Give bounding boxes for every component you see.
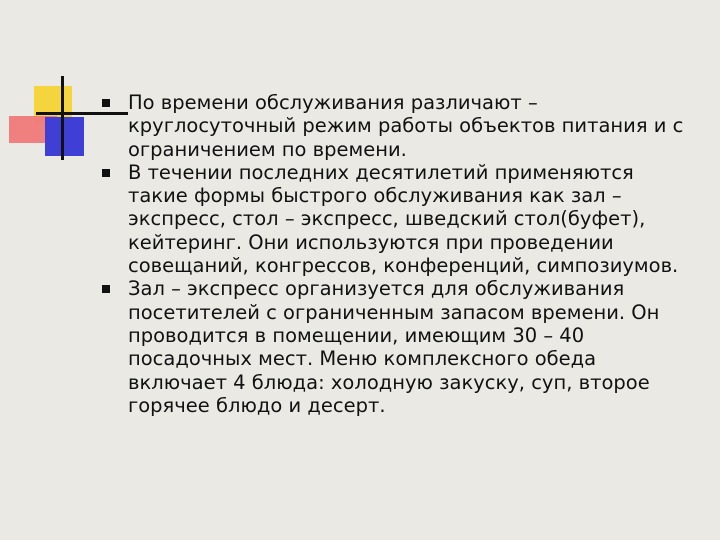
bullet-item bbox=[102, 277, 698, 417]
square-bullet-icon bbox=[102, 169, 110, 177]
blue-square bbox=[45, 117, 84, 156]
bullet-item bbox=[102, 161, 698, 277]
vertical-line bbox=[61, 76, 64, 160]
square-bullet-icon bbox=[102, 99, 110, 107]
bullet-text: Зал – экспресс организуется для обслуживания посетителей с ограниченным запасом времени. Он проводится в помещении, имеющим 30 – 40 посадочных мест. Меню комплексного обеда включает 4 блюда: холодную закуску, суп, второе горячее блюдо и десерт. bbox=[128, 277, 660, 417]
bullet-list bbox=[102, 91, 698, 417]
bullet-item bbox=[102, 91, 698, 161]
square-bullet-icon bbox=[102, 285, 110, 293]
bullet-text: В течении последних десятилетий применяются такие формы быстрого обслуживания как зал – экспресс, стол – экспресс, шведский стол(буфет), кейтеринг. Они используются при проведении совещаний, конгрессов, конференций, симпозиумов. bbox=[128, 160, 679, 278]
bullet-text: По времени обслуживания различают – круглосуточный режим работы объектов питания и с ограничением по времени. bbox=[128, 91, 684, 161]
